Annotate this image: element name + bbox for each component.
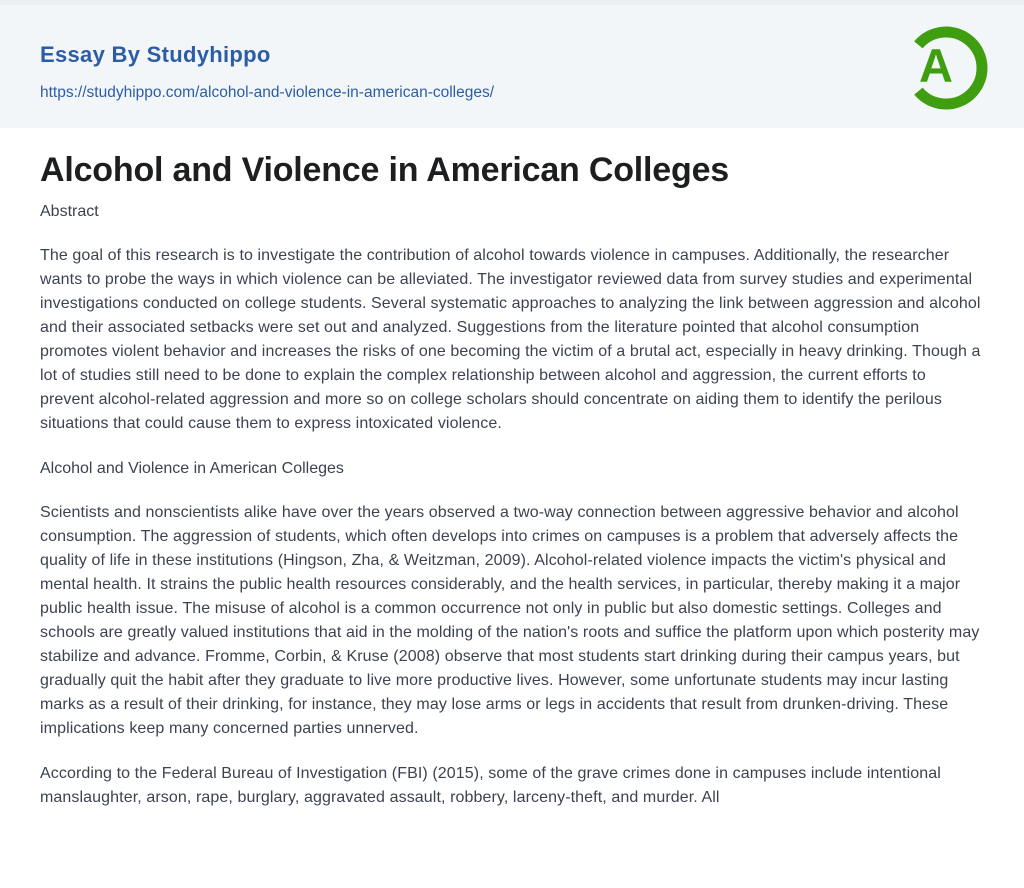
body-paragraph: Scientists and nonscientists alike have over the years observed a two-way connection between aggressive behavior and alcohol consumption. The aggression of students, which often develops into crimes on campuses is a problem that adversely affects the quality of life in these institutions (Hingson, Zha, & Weitzman, 2009). Alcohol-related violence impacts the victim's physical and mental health. It strains the public health resources considerably, and the health services, in particular, thereby making it a major public health issue. The misuse of alcohol is a common occurrence not only in public but also domestic settings. Colleges and schools are greatly valued institutions that aid in the molding of the nation's roots and suffice the platform upon which posterity may stabilize and advance. Fromme, Corbin, & Kruse (2008) observe that most students start drinking during their campus years, but gradually quit the habit after they graduate to live more productive lives. However, some unfortunate students may incur lasting marks as a result of their drinking, for instance, they may lose arms or legs in accidents that result from drunken-driving. These implications keep many concerned parties unnerved. bbox=[40, 504, 980, 737]
site-header bbox=[0, 5, 1024, 128]
essay-document bbox=[0, 151, 1024, 810]
body-paragraph-truncated: According to the Federal Bureau of Investigation (FBI) (2015), some of the grave crimes done in campuses include intentional manslaughter, arson, rape, burglary, aggravated assault, robbery, larceny-theft, and murder. All bbox=[40, 765, 941, 806]
source-url-link[interactable]: https://studyhippo.com/alcohol-and-violence-in-american-colleges/ bbox=[40, 84, 495, 101]
studyhippo-logo bbox=[903, 25, 989, 111]
abstract-paragraph: The goal of this research is to investigate the contribution of alcohol towards violence in campuses. Additionally, the researcher wants to probe the ways in which violence can be alleviated. The investigator reviewed data from survey studies and experimental investigations conducted on college students. Several systematic approaches to analyzing the link between aggression and alcohol and their associated setbacks were set out and analyzed. Suggestions from the literature pointed that alcohol consumption promotes violent behavior and increases the risks of one becoming the victim of a brutal act, especially in heavy drinking. Though a lot of studies still need to be done to explain the complex relationship between alcohol and aggression, the current efforts to prevent alcohol-related aggression and more so on college scholars should concentrate on aiding them to identify the perilous situations that could cause them to express intoxicated violence. bbox=[40, 247, 981, 432]
logo-letter: A bbox=[919, 39, 953, 92]
site-label: Essay By Studyhippo bbox=[40, 42, 271, 67]
abstract-label: Abstract bbox=[40, 203, 99, 220]
section-heading: Alcohol and Violence in American Colleges bbox=[40, 460, 344, 477]
article-title: Alcohol and Violence in American Colleges bbox=[40, 151, 729, 189]
